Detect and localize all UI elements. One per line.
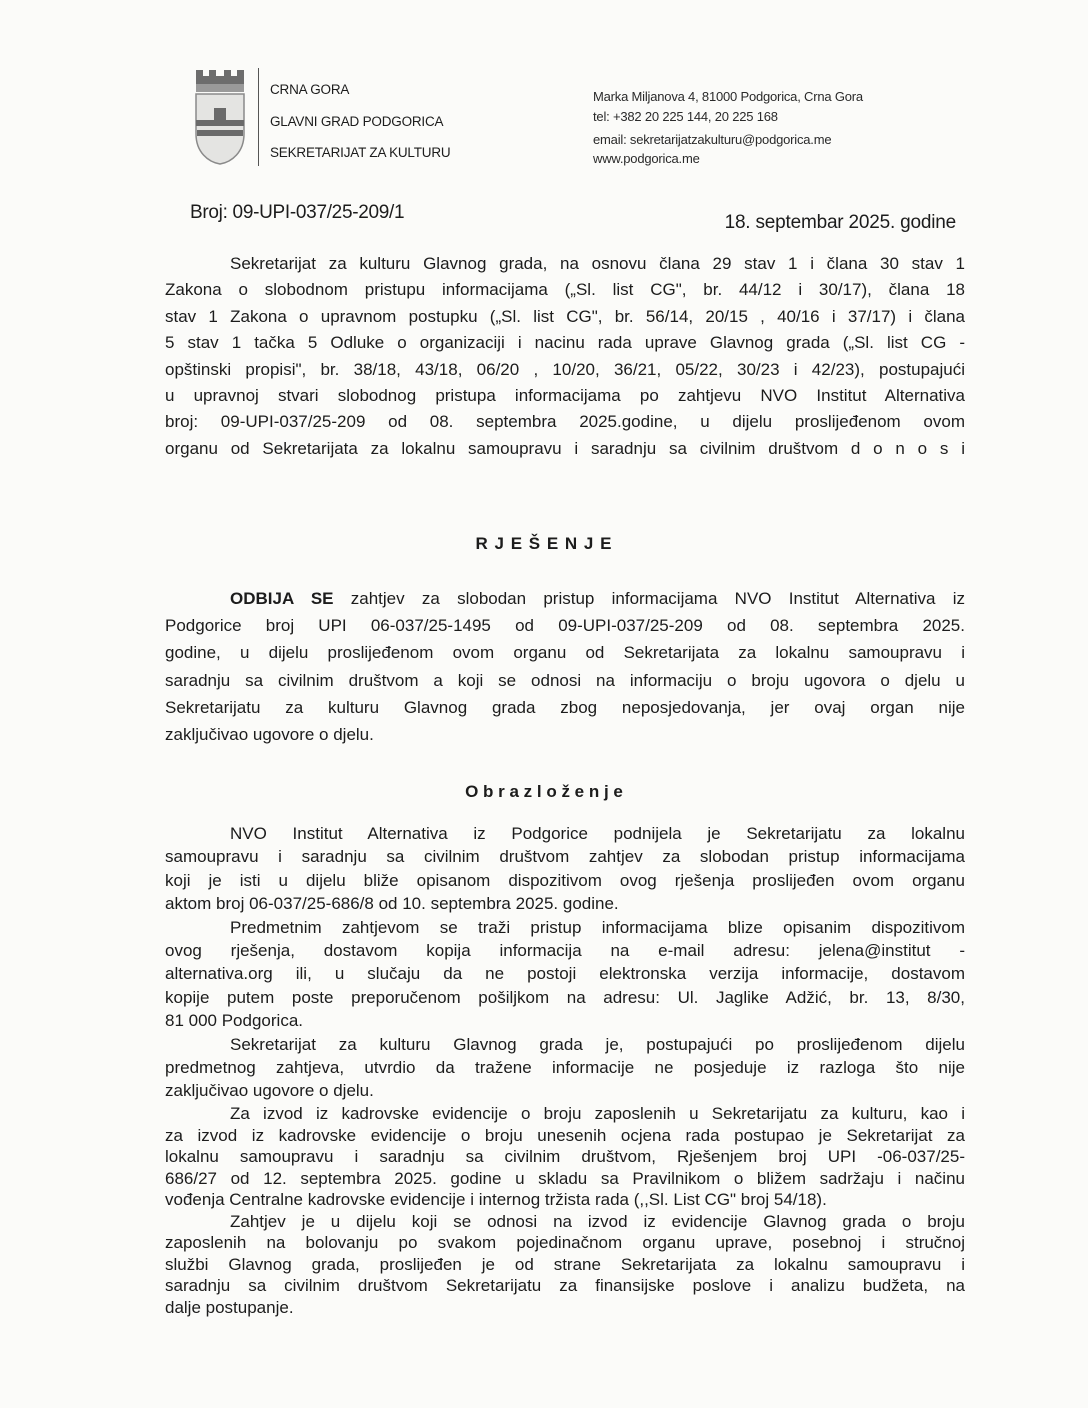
text-line: godine, u dijelu proslijeđenom ovom organu od Sekretarijata za lokalnu samoupravu i: [165, 643, 965, 663]
text-line-rest: zahtjev za slobodan pristup informacijama NVO Institut Alternativa iz: [333, 589, 965, 608]
text-line: zaključivao ugovore o djelu.: [165, 725, 374, 745]
document-date: 18. septembar 2025. godine: [724, 212, 956, 233]
text-line: 686/27 od 12. septembra 2025. godine u skladu sa Pravilnikom o bližem sadržaju i načinu: [165, 1168, 965, 1188]
intro-paragraph: [165, 251, 965, 462]
text-line: NVO Institut Alternativa iz Podgorice podnijela je Sekretarijatu za lokalnu: [230, 824, 965, 843]
reasoning-heading: O b r a z l o ž e n j e: [465, 782, 623, 801]
text-line: Podgorice broj UPI 06-037/25-1495 od 09-UPI-037/25-209 od 08. septembra 2025.: [165, 616, 965, 636]
text-line: službi Glavnog grada, proslijeđen je od strane Sekretarijata za lokalnu samoupravu i: [165, 1254, 965, 1274]
contact-website: www.podgorica.me: [593, 151, 700, 166]
org-city: GLAVNI GRAD PODGORICA: [270, 114, 444, 129]
text-line: za izvod iz kadrovske evidencije o broju unesenih ocjena rada postupao je Sekretarijat za: [165, 1125, 965, 1145]
text-line: Sekretarijat za kulturu Glavnog grada, na osnovu člana 29 stav 1 i člana 30 stav 1: [230, 254, 965, 273]
text-line: Zahtjev je u dijelu koji se odnosi na izvod iz evidencije Glavnog grada o broju: [230, 1211, 965, 1231]
text-line: Sekretarijatu za kulturu Glavnog grada zbog neposjedovanja, jer ovaj organ nije: [165, 697, 965, 717]
text-line: Predmetnim zahtjevom se traži pristup informacijama blize opisanim dispozitivom: [230, 917, 965, 937]
text-line: dalje postupanje.: [165, 1297, 294, 1317]
text-line: stav 1 Zakona o upravnom postupku („Sl. list CG", br. 56/14, 20/15 , 40/16 i 37/17) i člana: [165, 306, 965, 326]
text-line: broj: 09-UPI-037/25-209 od 08. septembra 2025.godine, u dijelu proslijeđenom ovom: [165, 412, 965, 432]
contact-phone: tel: +382 20 225 144, 20 225 168: [593, 109, 778, 124]
text-line: organu od Sekretarijata za lokalnu samoupravu i saradnju sa civilnim društvom d o n o s i: [165, 438, 965, 458]
text-line: aktom broj 06-037/25-686/8 od 10. septembra 2025. godine.: [165, 894, 619, 914]
text-line: Sekretarijat za kulturu Glavnog grada je, postupajući po proslijeđenom dijelu: [230, 1034, 965, 1054]
text-line: 81 000 Podgorica.: [165, 1011, 303, 1031]
text-line: saradnju sa civilnim društvom Sekretarijatu za finansijske poslove i analizu budžeta, na: [165, 1276, 965, 1295]
text-line: zaposlenih na bolovanju po svakom pojedinačnom organu uprave, posebnoj i stručnoj: [165, 1233, 965, 1252]
reasoning-paragraph: [165, 1211, 965, 1319]
contact-address: Marka Miljanova 4, 81000 Podgorica, Crna Gora: [593, 89, 863, 104]
reasoning-paragraph: [165, 916, 965, 1033]
org-country: CRNA GORA: [270, 82, 350, 97]
text-line: samoupravu i saradnju sa civilnim društvom zahtjev za slobodan pristup informacijama: [165, 847, 965, 867]
text-line: 5 stav 1 tačka 5 Odluke o organizaciji i nacinu rada uprave Glavnog grada („Sl. list CG -: [165, 333, 965, 353]
text-line: opštinski propisi", br. 38/18, 43/18, 06/20 , 10/20, 36/21, 05/22, 30/23 i 42/23), postupajući: [165, 359, 965, 379]
text-line: kopije putem poste preporučenom pošiljkom na adresu: Ul. Jaglike Adžić, br. 13, 8/30,: [165, 987, 965, 1007]
org-secretariat: SEKRETARIJAT ZA KULTURU: [270, 145, 451, 160]
dispositive-paragraph: [165, 585, 965, 748]
text-line: vođenja Centralne kadrovske evidencije i internog tržista rada (,,Sl. List CG" broj 54/18).: [165, 1190, 827, 1209]
text-line: [165, 585, 965, 612]
reasoning-paragraph: [165, 1033, 965, 1103]
resolution-heading: R J E Š E N J E: [475, 534, 613, 553]
contact-email: email: sekretarijatzakulturu@podgorica.me: [593, 132, 832, 147]
header-divider: [258, 68, 259, 166]
text-line: koji je isti u dijelu bliže opisanom dispozitivom ovog rješenja proslijeđen ovom organu: [165, 870, 965, 890]
dispositive-lead: ODBIJA SE: [230, 589, 334, 608]
city-coat-of-arms-logo: [190, 66, 250, 166]
text-line: Za izvod iz kadrovske evidencije o broju zaposlenih u Sekretarijatu za kulturu, kao i: [230, 1104, 965, 1123]
reasoning-paragraph: [165, 1103, 965, 1211]
text-line: saradnju sa civilnim društvom a koji se odnosi na informaciju o broju ugovora o djelu u: [165, 670, 965, 690]
text-line: alternativa.org ili, u slučaju da ne postoji elektronska verzija informacije, dostavom: [165, 964, 965, 984]
reasoning-section-b: [165, 1103, 965, 1318]
text-line: Zakona o slobodnom pristupu informacijama („Sl. list CG", br. 44/12 i 30/17), člana 18: [165, 280, 965, 300]
document-number: Broj: 09-UPI-037/25-209/1: [190, 202, 405, 223]
text-line: predmetnog zahtjeva, utvrdio da tražene informacije ne posjeduje iz razloga što nije: [165, 1058, 965, 1078]
text-line: zaključivao ugovore o djelu.: [165, 1081, 374, 1101]
reasoning-section-a: [165, 822, 965, 1103]
text-line: ovog rješenja, dostavom kopija informacija na e-mail adresu: jelena@institut -: [165, 941, 965, 961]
reasoning-paragraph: [165, 822, 965, 916]
text-line: u upravnoj stvari slobodnog pristupa informacijama po zahtjevu NVO Institut Alternativa: [165, 386, 965, 406]
text-line: lokalnu samoupravu i saradnju sa civilnim društvom, Rješenjem broj UPI -06-037/25-: [165, 1147, 965, 1166]
